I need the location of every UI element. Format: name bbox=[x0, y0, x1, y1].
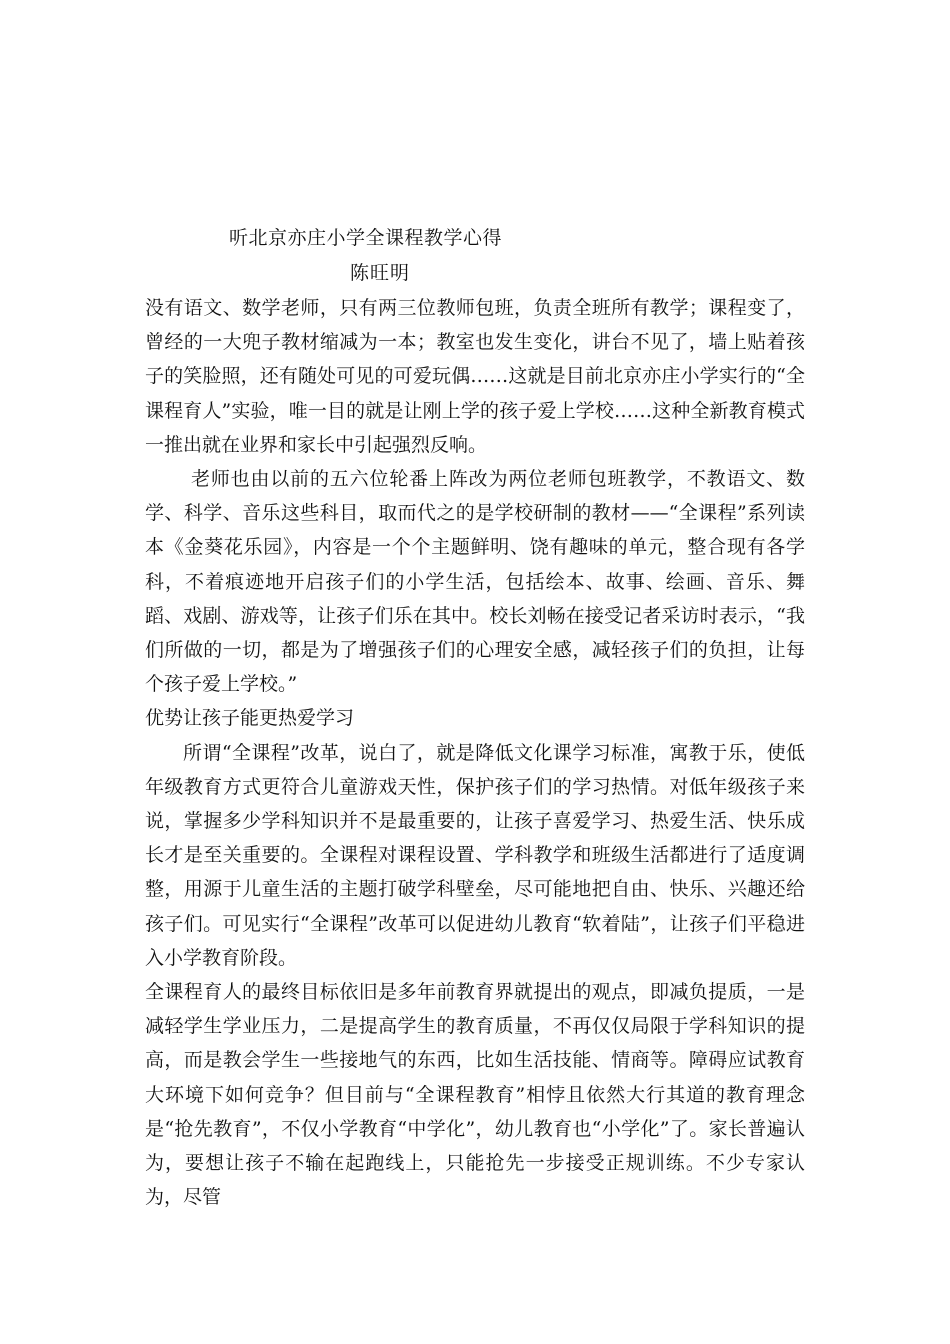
author-name: 陈旺明 bbox=[350, 262, 411, 284]
paragraph-reform: 所谓“全课程”改革，说白了，就是降低文化课学习标准，寓教于乐，使低年级教育方式更符合儿童游戏天性，保护孩子们的学习热情。对低年级孩子来说，掌握多少学科知识并不是最重要的，让孩子喜爱学习、热爱生活、快乐成长才是至关重要的。全课程对课程设置、学科教学和班级生活都进行了适度调整，用源于儿童生活的主题打破学科壁垒，尽可能地把自由、快乐、兴趣还给孩子们。可见实行“全课程”改革可以促进幼儿教育“软着陆”，让孩子们平稳进入小学教育阶段。 bbox=[145, 741, 805, 969]
paragraph-teachers: 老师也由以前的五六位轮番上阵改为两位老师包班教学，不教语文、数学、科学、音乐这些科目，取而代之的是学校研制的教材——“全课程”系列读本《金葵花乐园》，内容是一个个主题鲜明、饶有趣味的单元，整合现有各学科，不着痕迹地开启孩子们的小学生活，包括绘本、故事、绘画、音乐、舞蹈、戏剧、游戏等，让孩子们乐在其中。校长刘畅在接受记者采访时表示，“我们所做的一切，都是为了增强孩子们的心理安全感，减轻孩子们的负担，让每个孩子爱上学校。” bbox=[145, 468, 805, 696]
document-body bbox=[145, 291, 805, 1214]
paragraph-intro: 没有语文、数学老师，只有两三位教师包班，负责全班所有教学；课程变了，曾经的一大兜子教材缩减为一本；教室也发生变化，讲台不见了，墙上贴着孩子的笑脸照，还有随处可见的可爱玩偶……这就是目前北京亦庄小学实行的“全课程育人”实验，唯一目的就是让刚上学的孩子爱上学校……这种全新教育模式一推出就在业界和家长中引起强烈反响。 bbox=[145, 297, 805, 456]
section-heading: 优势让孩子能更热爱学习 bbox=[145, 707, 355, 730]
document-title: 听北京亦庄小学全课程教学心得 bbox=[229, 227, 503, 249]
paragraph-goal: 全课程育人的最终目标依旧是多年前教育界就提出的观点，即减负提质，一是减轻学生学业压力，二是提高学生的教育质量，不再仅仅局限于学科知识的提高，而是教会学生一些接地气的东西，比如生活技能、情商等。障碍应试教育大环境下如何竞争？但目前与“全课程教育”相悖且依然大行其道的教育理念是“抢先教育”，不仅小学教育“中学化”，幼儿教育也“小学化”了。家长普遍认为，要想让孩子不输在起跑线上，只能抢先一步接受正规训练。不少专家认为，尽管 bbox=[145, 981, 805, 1209]
